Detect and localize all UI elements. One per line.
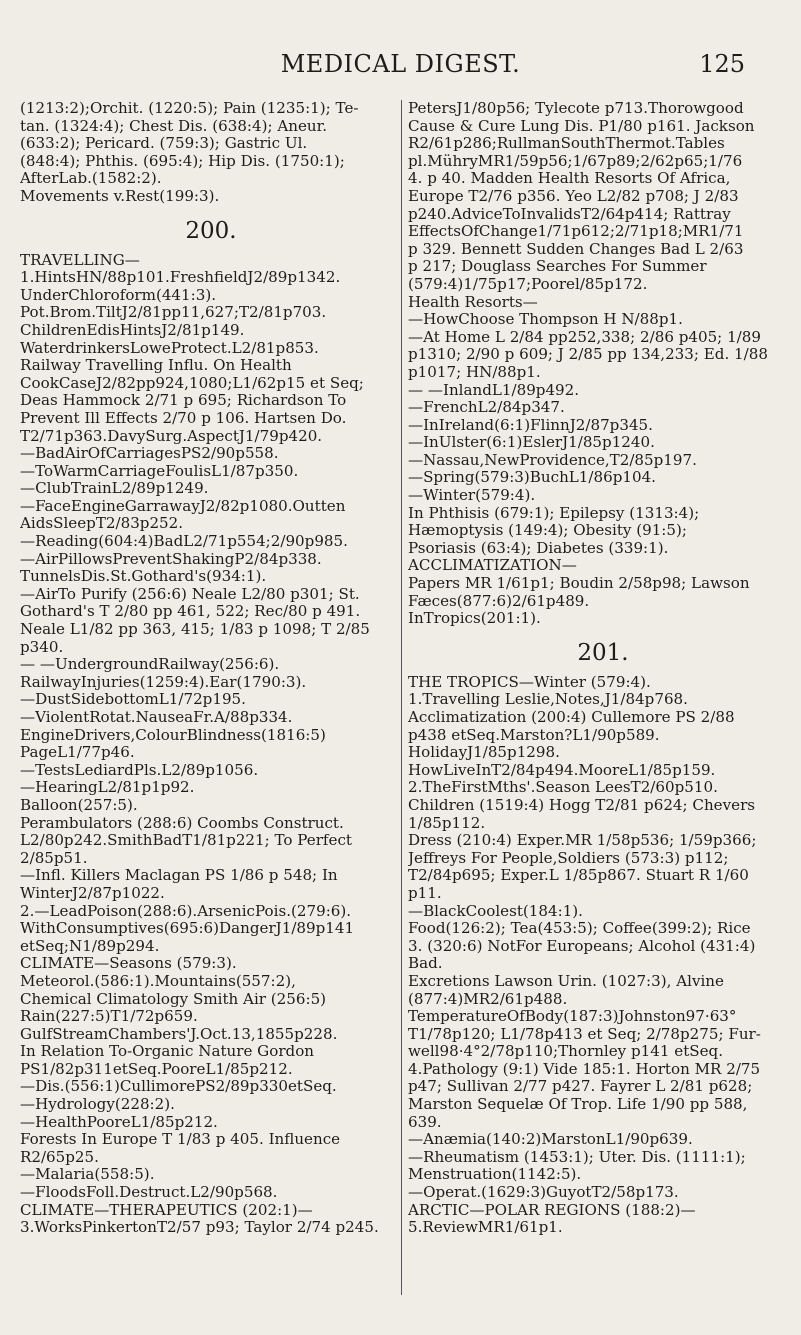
index-entry-line: PetersJ1/80p56; Tylecote p713.Thorowgood bbox=[408, 100, 744, 117]
index-entry-line: R2/65p25. bbox=[20, 1148, 99, 1166]
index-entry-line: —HearingL2/81p1p92. bbox=[20, 779, 195, 797]
index-entry-line: WithConsumptives(695:6)DangerJ1/89p141 bbox=[20, 920, 355, 938]
index-entry-line: (1213:2);Orchit. (1220:5); Pain (1235:1); Te- bbox=[20, 100, 359, 117]
index-entry-line: Cause & Cure Lung Dis. P1/80 p161. Jackson bbox=[408, 117, 755, 135]
index-entry-line: Menstruation(1142:5). bbox=[408, 1166, 582, 1184]
index-entry-line: 1/85p112. bbox=[408, 814, 486, 832]
index-entry-line: Bad. bbox=[408, 955, 443, 973]
index-entry-line: 5.ReviewMR1/61p1. bbox=[408, 1219, 563, 1237]
index-entry-line: 2.TheFirstMths'.Season LeesT2/60p510. bbox=[408, 779, 718, 797]
index-entry-line: —Dis.(556:1)CullimorePS2/89p330etSeq. bbox=[20, 1078, 337, 1096]
index-entry-line: Jeffreys For People,Soldiers (573:3) p112; bbox=[408, 849, 729, 867]
left-column bbox=[20, 100, 402, 1237]
index-entry-line: Dress (210:4) Exper.MR 1/58p536; 1/59p366; bbox=[408, 832, 757, 850]
index-entry-line: HolidayJ1/85p1298. bbox=[408, 744, 560, 762]
index-entry-line: 2.—LeadPoison(288:6).ArsenicPois.(279:6). bbox=[20, 902, 352, 920]
index-entry-line: PS1/82p311etSeq.PooreL1/85p212. bbox=[20, 1060, 293, 1078]
index-entry-line: p11. bbox=[408, 884, 442, 902]
index-entry-line: Pot.Brom.TiltJ2/81pp11,627;T2/81p703. bbox=[20, 304, 327, 322]
index-entry-line: AidsSleepT2/83p252. bbox=[20, 515, 184, 533]
index-entry-line: —ToWarmCarriageFoulisL1/87p350. bbox=[20, 462, 299, 480]
index-entry-line: pl.MühryMR1/59p56;1/67p89;2/62p65;1/76 bbox=[408, 152, 743, 170]
index-entry-line: —ClubTrainL2/89p1249. bbox=[20, 480, 209, 498]
index-entry-line: UnderChloroform(441:3). bbox=[20, 286, 217, 304]
index-entry-line: CookCaseJ2/82pp924,1080;L1/62p15 et Seq; bbox=[20, 374, 364, 392]
index-entry-line: 3. (320:6) NotFor Europeans; Alcohol (431:4) bbox=[408, 937, 756, 955]
index-entry-line: p438 etSeq.Marston?L1/90p589. bbox=[408, 726, 660, 744]
index-entry-line: —Rheumatism (1453:1); Uter. Dis. (1111:1); bbox=[408, 1148, 746, 1166]
index-entry-line: InTropics(201:1). bbox=[408, 610, 541, 628]
index-entry-line: Perambulators (288:6) Coombs Construct. bbox=[20, 814, 344, 832]
index-entry-line: 639. bbox=[408, 1113, 442, 1131]
index-entry-line: (848:4); Phthis. (695:4); Hip Dis. (1750:1); bbox=[20, 152, 345, 170]
section-number: 200. bbox=[185, 217, 237, 244]
right-column bbox=[408, 100, 798, 1237]
index-entry-line: —DustSidebottomL1/72p195. bbox=[20, 691, 246, 709]
index-entry-line: (633:2); Pericard. (759:3); Gastric Ul. bbox=[20, 135, 308, 153]
column-divider bbox=[401, 100, 402, 1295]
index-entry-line: GulfStreamChambers'J.Oct.13,1855p228. bbox=[20, 1025, 338, 1043]
index-entry-line: tan. (1324:4); Chest Dis. (638:4); Aneur. bbox=[20, 117, 328, 135]
index-entry-line: THE TROPICS—Winter (579:4). bbox=[408, 673, 651, 691]
index-entry-line: T2/71p363.DavySurg.AspectJ1/79p420. bbox=[20, 427, 323, 445]
index-entry-line: Papers MR 1/61p1; Boudin 2/58p98; Lawson bbox=[408, 575, 750, 593]
index-entry-line: Meteorol.(586:1).Mountains(557:2), bbox=[20, 972, 296, 990]
index-entry-line: 4. p 40. Madden Health Resorts Of Africa, bbox=[408, 170, 731, 188]
index-entry-line: ARCTIC—POLAR REGIONS (188:2)— bbox=[408, 1201, 696, 1219]
index-entry-line: Food(126:2); Tea(453:5); Coffee(399:2); Rice bbox=[408, 920, 751, 938]
index-entry-line: p47; Sullivan 2/77 p427. Fayrer L 2/81 p628; bbox=[408, 1078, 753, 1096]
page-header bbox=[0, 24, 801, 78]
index-entry-line: Movements v.Rest(199:3). bbox=[20, 187, 220, 205]
index-entry-line: —Hydrology(228:2). bbox=[20, 1096, 175, 1114]
index-entry-line: In Phthisis (679:1); Epilepsy (1313:4); bbox=[408, 504, 700, 522]
index-entry-line: Health Resorts— bbox=[408, 293, 538, 311]
index-entry-line: CLIMATE—THERAPEUTICS (202:1)— bbox=[20, 1201, 313, 1219]
index-entry-line: 2/85p51. bbox=[20, 849, 88, 867]
index-entry-line: TemperatureOfBody(187:3)Johnston97·63° bbox=[408, 1008, 737, 1026]
index-entry-line: Railway Travelling Influ. On Health bbox=[20, 357, 292, 375]
index-entry-line: —BlackCoolest(184:1). bbox=[408, 902, 583, 920]
index-entry-line: p 217; Douglass Searches For Summer bbox=[408, 258, 707, 276]
index-entry-line: Gothard's T 2/80 pp 461, 522; Rec/80 p 491. bbox=[20, 603, 361, 621]
index-entry-line: —InUlster(6:1)EslerJ1/85p1240. bbox=[408, 434, 655, 452]
index-entry-line: Forests In Europe T 1/83 p 405. Influence bbox=[20, 1131, 341, 1149]
index-entry-line: p1017; HN/88p1. bbox=[408, 363, 541, 381]
index-entry-line: etSeq;N1/89p294. bbox=[20, 937, 160, 955]
index-entry-line: —Malaria(558:5). bbox=[20, 1166, 155, 1184]
index-entry-line: WaterdrinkersLoweProtect.L2/81p853. bbox=[20, 339, 319, 357]
index-entry-line: —Anæmia(140:2)MarstonL1/90p639. bbox=[408, 1131, 693, 1149]
index-entry-line: Fæces(877:6)2/61p489. bbox=[408, 592, 590, 610]
index-entry-line: p240.AdviceToInvalidsT2/64p414; Rattray bbox=[408, 205, 731, 223]
index-entry-line: Prevent Ill Effects 2/70 p 106. Hartsen Do. bbox=[20, 409, 347, 427]
page-number: 125 bbox=[699, 50, 745, 78]
index-entry-line: —AirTo Purify (256:6) Neale L2/80 p301; St. bbox=[20, 585, 360, 603]
index-entry-line: ChildrenEdisHintsJ2/81p149. bbox=[20, 321, 245, 339]
index-entry-line: —HealthPooreL1/85p212. bbox=[20, 1113, 218, 1131]
index-entry-line: Balloon(257:5). bbox=[20, 796, 138, 814]
index-entry-line: —ViolentRotat.NauseaFr.A/88p334. bbox=[20, 709, 293, 726]
index-entry-line: Neale L1/82 pp 363, 415; 1/83 p 1098; T 2/85 bbox=[20, 621, 370, 639]
index-entry-line: —HowChoose Thompson H N/88p1. bbox=[408, 311, 683, 329]
index-entry-line: L2/80p242.SmithBadT1/81p221; To Perfect bbox=[20, 832, 352, 850]
index-entry-line: —InIreland(6:1)FlinnJ2/87p345. bbox=[408, 416, 653, 434]
index-entry-line: TRAVELLING— bbox=[20, 251, 140, 269]
index-entry-line: well98·4°2/78p110;Thornley p141 etSeq. bbox=[408, 1043, 724, 1061]
index-entry-line: Excretions Lawson Urin. (1027:3), Alvine bbox=[408, 972, 724, 990]
index-entry-line: Europe T2/76 p356. Yeo L2/82 p708; J 2/83 bbox=[408, 187, 739, 205]
index-entry-line: —Reading(604:4)BadL2/71p554;2/90p985. bbox=[20, 533, 348, 551]
index-entry-line: ACCLIMATIZATION— bbox=[408, 557, 577, 575]
index-entry-line: —Infl. Killers Maclagan PS 1/86 p 548; In bbox=[20, 867, 338, 885]
index-entry-line: EffectsOfChange1/71p612;2/71p18;MR1/71 bbox=[408, 223, 744, 241]
index-entry-line: T2/84p695; Exper.L 1/85p867. Stuart R 1/60 bbox=[408, 867, 749, 885]
section-number: 201. bbox=[577, 639, 629, 666]
index-entry-line: WinterJ2/87p1022. bbox=[20, 884, 165, 902]
index-entry-line: Psoriasis (63:4); Diabetes (339:1). bbox=[408, 539, 669, 557]
index-entry-line: Rain(227:5)T1/72p659. bbox=[20, 1008, 198, 1026]
index-entry-line: AfterLab.(1582:2). bbox=[20, 170, 162, 188]
index-entry-line: Marston Sequelæ Of Trop. Life 1/90 pp 588, bbox=[408, 1096, 748, 1114]
index-entry-line: (877:4)MR2/61p488. bbox=[408, 990, 568, 1008]
index-entry-line: EngineDrivers,ColourBlindness(1816:5) bbox=[20, 726, 326, 744]
index-entry-line: RailwayInjuries(1259:4).Ear(1790:3). bbox=[20, 673, 307, 691]
index-entry-line: HowLiveInT2/84p494.MooreL1/85p159. bbox=[408, 761, 716, 779]
index-entry-line: p 329. Bennett Sudden Changes Bad L 2/63 bbox=[408, 240, 744, 258]
index-entry-line: 1.HintsHN/88p101.FreshfieldJ2/89p1342. bbox=[20, 269, 341, 287]
index-entry-line: —Winter(579:4). bbox=[408, 487, 536, 505]
index-entry-line: Children (1519:4) Hogg T2/81 p624; Chevers bbox=[408, 796, 756, 814]
index-entry-line: (579:4)1/75p17;Poorel/85p172. bbox=[408, 275, 648, 293]
index-entry-line: CLIMATE—Seasons (579:3). bbox=[20, 955, 237, 973]
index-entry-line: PageL1/77p46. bbox=[20, 744, 135, 762]
index-entry-line: Chemical Climatology Smith Air (256:5) bbox=[20, 990, 327, 1008]
index-entry-line: In Relation To-Organic Nature Gordon bbox=[20, 1043, 315, 1061]
index-entry-line: —FaceEngineGarrawayJ2/82p1080.Outten bbox=[20, 497, 346, 515]
index-entry-line: —Nassau,NewProvidence,T2/85p197. bbox=[408, 451, 697, 469]
index-entry-line: —FloodsFoll.Destruct.L2/90p568. bbox=[20, 1184, 278, 1202]
running-title: MEDICAL DIGEST. bbox=[280, 50, 521, 78]
index-entry-line: Acclimatization (200:4) Cullemore PS 2/88 bbox=[408, 709, 735, 726]
index-entry-line: Deas Hammock 2/71 p 695; Richardson To bbox=[20, 392, 347, 410]
index-entry-line: —BadAirOfCarriagesPS2/90p558. bbox=[20, 445, 279, 463]
index-entry-line: 3.WorksPinkertonT2/57 p93; Taylor 2/74 p245. bbox=[20, 1219, 379, 1237]
index-entry-line: 1.Travelling Leslie,Notes,J1/84p768. bbox=[408, 691, 688, 709]
index-entry-line: TunnelsDis.St.Gothard's(934:1). bbox=[20, 568, 267, 586]
index-entry-line: — —UndergroundRailway(256:6). bbox=[20, 656, 280, 674]
index-entry-line: Hæmoptysis (149:4); Obesity (91:5); bbox=[408, 522, 687, 540]
index-entry-line: —TestsLediardPls.L2/89p1056. bbox=[20, 761, 259, 779]
index-entry-line: — —InlandL1/89p492. bbox=[408, 381, 580, 399]
index-entry-line: 4.Pathology (9:1) Vide 185:1. Horton MR 2/75 bbox=[408, 1060, 761, 1078]
index-entry-line: —Operat.(1629:3)GuyotT2/58p173. bbox=[408, 1184, 679, 1202]
index-entry-line: T1/78p120; L1/78p413 et Seq; 2/78p275; Fur- bbox=[408, 1025, 761, 1043]
index-entry-line: —Spring(579:3)BuchL1/86p104. bbox=[408, 469, 656, 487]
index-entry-line: p340. bbox=[20, 638, 64, 656]
index-entry-line: p1310; 2/90 p 609; J 2/85 pp 134,233; Ed. 1/88 bbox=[408, 346, 768, 364]
index-entry-line: —FrenchL2/84p347. bbox=[408, 399, 565, 417]
index-entry-line: R2/61p286;RullmanSouthThermot.Tables bbox=[408, 135, 725, 153]
index-entry-line: —At Home L 2/84 pp252,338; 2/86 p405; 1/89 bbox=[408, 328, 761, 346]
index-entry-line: —AirPillowsPreventShakingP2/84p338. bbox=[20, 550, 322, 568]
